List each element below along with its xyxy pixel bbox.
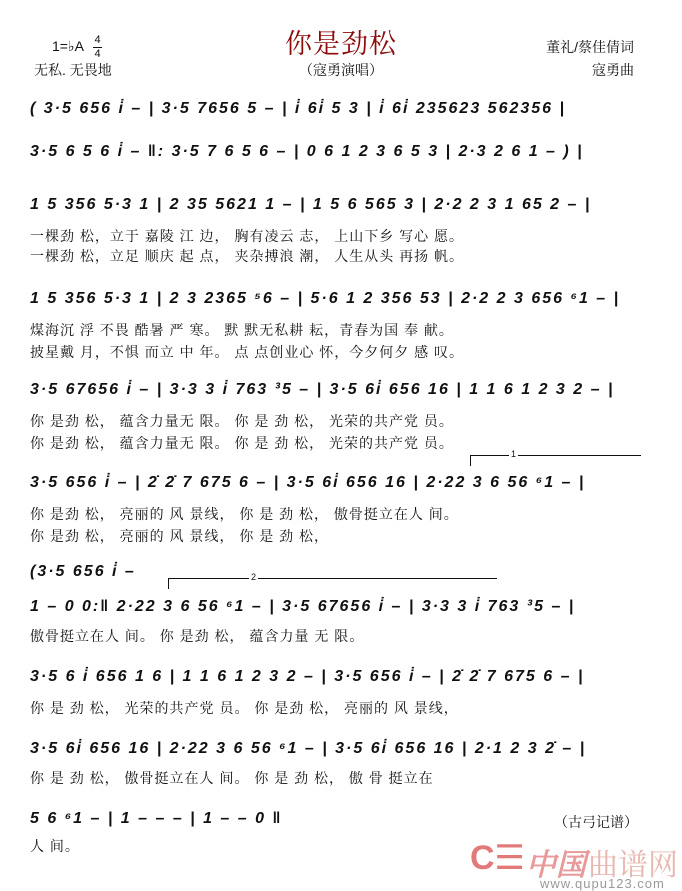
- qupu-logo-icon: C☰: [470, 839, 526, 877]
- notation-line: 3·5 656 i̇ – | 2̇ 2̇ 7 675 6 – | 3·5 6i̇ 656 16 | 2·22 3 6 56 ⁶1 – |: [30, 474, 586, 491]
- notation-line: 3·5 6i̇ 656 16 | 2·22 3 6 56 ⁶1 – | 3·5 6i̇ 656 16 | 2·1 2 3 2̇ – |: [30, 740, 587, 757]
- volta-bracket-1: 1: [470, 455, 641, 466]
- key-label: 1=♭A: [52, 38, 84, 55]
- notation-line: 3·5 6 5 6 i̇ – ‖: 3·5 7 6 5 6 – | 0 6 1 2 3 6 5 3 | 2·3 2 6 1 – ) |: [30, 143, 584, 160]
- lyrics-verse-1: 煤海沉 浮 不畏 酷暑 严 寒。 默 默无私耕 耘，青春为国 奉 献。: [30, 322, 454, 338]
- lyrics-verse-2: 披星戴 月，不惧 而立 中 年。 点 点创业心 怀，今夕何夕 感 叹。: [30, 344, 465, 360]
- notation-line: 1 5 356 5·3 1 | 2 3 2365 ⁵6 – | 5·6 1 2 356 53 | 2·2 2 3 656 ⁶1 – |: [30, 290, 621, 307]
- notation-line: 3·5 6 i̇ 656 1 6 | 1 1 6 1 2 3 2 – | 3·5 656 i̇ – | 2̇ 2̇ 7 675 6 – |: [30, 668, 585, 685]
- score-row-9: [30, 668, 646, 716]
- lyricist: 董礼/蔡佳倩词: [546, 39, 634, 55]
- notation-line: 3·5 67656 i̇ – | 3·3 3 i̇ 763 ³5 – | 3·5 6i̇ 656 16 | 1 1 6 1 2 3 2 – |: [30, 381, 615, 398]
- score-row-6: [30, 474, 646, 544]
- notation-credit: （古弓记谱）: [554, 814, 638, 830]
- score-row-2: [30, 143, 646, 173]
- watermark-text-cn2: 曲谱网: [588, 848, 678, 883]
- watermark: [470, 838, 682, 891]
- watermark-text-cn1: 中国: [526, 848, 586, 883]
- lyrics-verse-1: 你 是劲 松， 亮丽的 风 景线， 你 是 劲 松， 傲骨挺立在人 间。: [30, 506, 459, 522]
- lyrics-verse-2: 你 是劲 松， 蕴含力量无 限。 你 是 劲 松， 光荣的共产党 员。: [30, 435, 454, 451]
- notation-line: (3·5 656 i̇ –: [30, 563, 136, 580]
- time-signature: $\frac{4}{4}$: [94, 34, 101, 60]
- key-signature: [52, 35, 102, 60]
- lyrics-verse-1: 你 是 劲 松， 傲骨挺立在人 间。 你 是 劲 松， 傲 骨 挺立在: [30, 770, 434, 786]
- score-row-4: [30, 290, 646, 360]
- lyrics-verse-1: 人 间。: [30, 838, 80, 854]
- score-row-3: [30, 196, 646, 264]
- score-row-1: [30, 100, 646, 130]
- lyrics-verse-1: 你 是劲 松， 蕴含力量无 限。 你 是 劲 松， 光荣的共产党 员。: [30, 413, 454, 429]
- lyrics-verse-2: 你 是劲 松， 亮丽的 风 景线， 你 是 劲 松，: [30, 528, 330, 544]
- performer: （寇勇演唱）: [299, 62, 383, 78]
- lyrics-verse-1: 你 是 劲 松， 光荣的共产党 员。 你 是劲 松， 亮丽的 风 景线，: [30, 700, 459, 716]
- composer: 寇勇曲: [592, 62, 634, 78]
- volta-bracket-2: 2: [168, 578, 497, 589]
- lyrics-verse-2: 一棵劲 松，立足 顺庆 起 点， 夹杂搏浪 潮， 人生从头 再扬 帆。: [30, 248, 465, 264]
- score-row-10: [30, 740, 646, 786]
- lyrics-verse-1: 一棵劲 松，立于 嘉陵 江 边， 胸有凌云 志， 上山下乡 写心 愿。: [30, 228, 465, 244]
- notation-line: 5 6 ⁶1 – | 1 – – – | 1 – – 0 ‖: [30, 810, 283, 827]
- expression-mark: 无私. 无畏地: [34, 62, 112, 78]
- notation-line: ( 3·5 656 i̇ – | 3·5 7656 5 – | i̇ 6i̇ 5 3 | i̇ 6i̇ 235623 562356 |: [30, 100, 566, 117]
- score-row-8: [30, 598, 646, 644]
- song-title: 你是劲松: [285, 29, 397, 59]
- lyrics-verse-1: 傲骨挺立在人 间。 你 是劲 松， 蕴含力量 无 限。: [30, 628, 365, 644]
- score-row-5: [30, 381, 646, 451]
- notation-line: 1 – 0 0:‖ 2·22 3 6 56 ⁶1 – | 3·5 67656 i̇ – | 3·3 3 i̇ 763 ³5 – |: [30, 598, 576, 615]
- notation-line: 1 5 356 5·3 1 | 2 35 5621 1 – | 1 5 6 565 3 | 2·2 2 3 1 65 2 – |: [30, 196, 592, 213]
- watermark-url: www.qupu123.com: [540, 876, 665, 891]
